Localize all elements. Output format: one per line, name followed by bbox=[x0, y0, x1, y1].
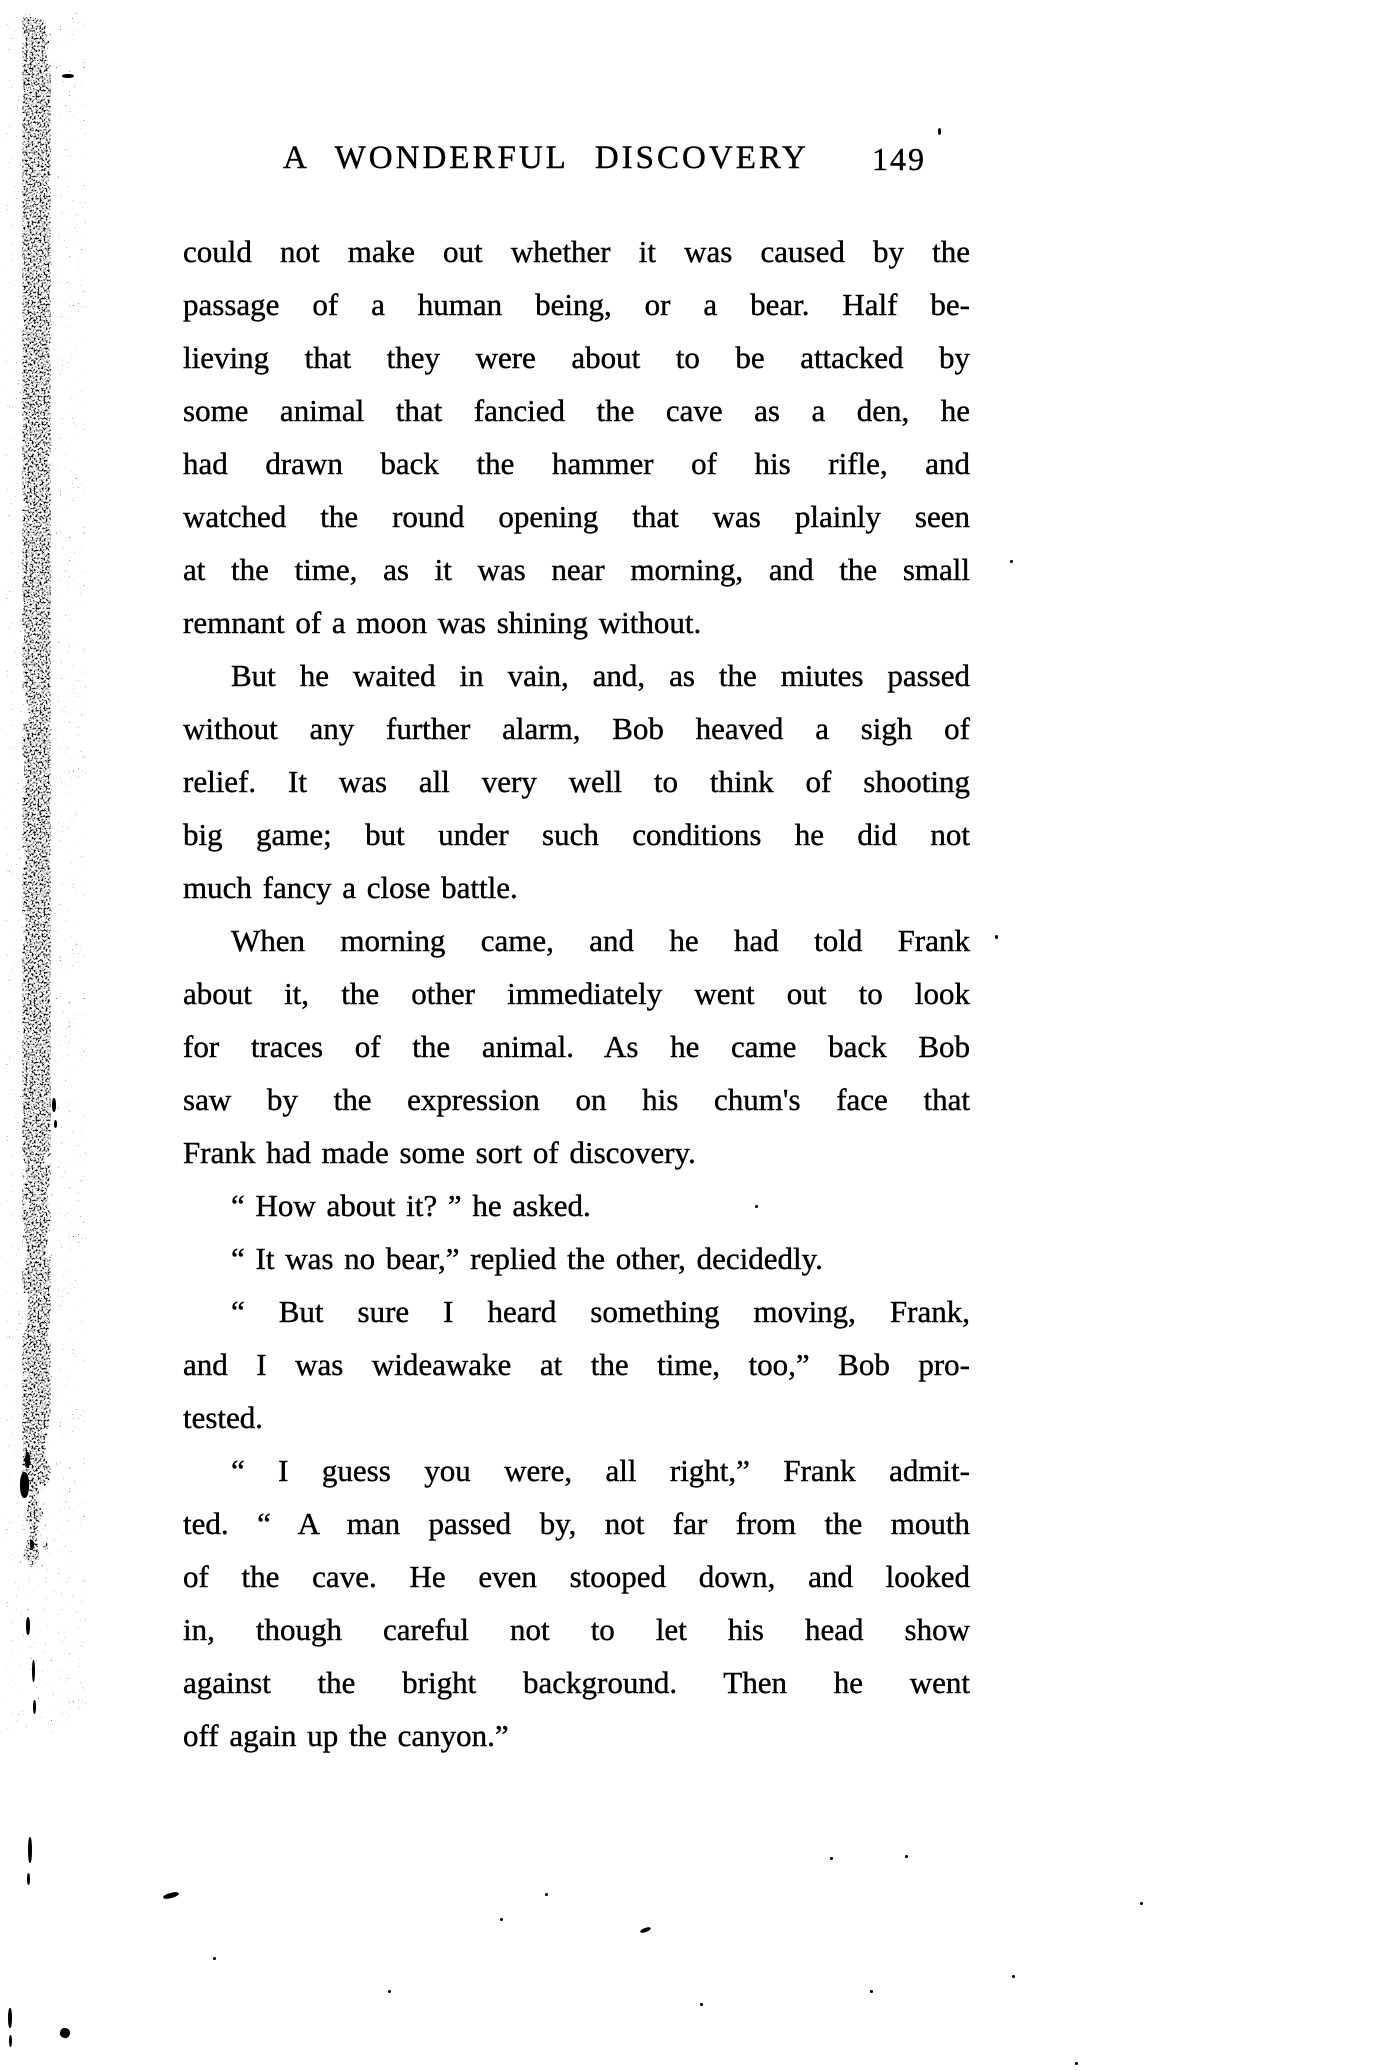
paragraph bbox=[183, 1232, 970, 1285]
text-line: passage of a human being, or a bear. Half be- bbox=[183, 287, 970, 322]
text-line: about it, the other immediately went out to look bbox=[183, 976, 970, 1011]
scan-speck bbox=[830, 1857, 833, 1860]
scan-speck bbox=[938, 128, 941, 135]
text-line: and I was wideawake at the time, too,” Bob pro- bbox=[183, 1347, 970, 1382]
paragraph bbox=[183, 1179, 970, 1232]
text-line: of the cave. He even stooped down, and looked bbox=[183, 1559, 970, 1594]
text-line: “ But sure I heard something moving, Frank, bbox=[231, 1294, 970, 1329]
scan-speck bbox=[1075, 2062, 1078, 2065]
text-line: tested. bbox=[183, 1400, 264, 1435]
scan-speck bbox=[20, 1472, 29, 1498]
text-line: saw by the expression on his chum's face that bbox=[183, 1082, 970, 1117]
scan-speck bbox=[8, 2008, 12, 2028]
scan-speck bbox=[213, 1957, 216, 1960]
scan-speck bbox=[26, 1617, 30, 1635]
paragraph bbox=[183, 914, 970, 1179]
scan-speck bbox=[33, 1700, 36, 1714]
text-line: watched the round opening that was plainly seen bbox=[183, 499, 970, 534]
text-line: big game; but under such conditions he did not bbox=[183, 817, 970, 852]
scan-speck bbox=[388, 1990, 391, 1993]
text-line: could not make out whether it was caused by the bbox=[183, 234, 970, 269]
text-line: relief. It was all very well to think of shooting bbox=[183, 764, 970, 799]
page-header bbox=[183, 140, 970, 186]
scan-speck bbox=[27, 1873, 30, 1885]
scan-speck bbox=[163, 1891, 180, 1900]
text-line: “ It was no bear,” replied the other, decidedly. bbox=[231, 1241, 823, 1276]
scan-speck bbox=[30, 1540, 34, 1550]
paragraph bbox=[183, 1444, 970, 1762]
text-line: without any further alarm, Bob heaved a sigh of bbox=[183, 711, 970, 746]
scan-speck bbox=[62, 74, 74, 78]
scan-speck bbox=[28, 1837, 32, 1863]
scan-speck bbox=[700, 2003, 703, 2006]
paragraph bbox=[183, 649, 970, 914]
page-body bbox=[183, 225, 970, 1762]
text-line: for traces of the animal. As he came back Bob bbox=[183, 1029, 970, 1064]
running-title: A WONDERFUL DISCOVERY bbox=[283, 140, 809, 176]
scan-speck bbox=[755, 1205, 758, 1208]
scan-speck bbox=[870, 1990, 873, 1993]
scan-speck bbox=[9, 2035, 12, 2047]
paragraph bbox=[183, 1285, 970, 1444]
text-line: ted. “ A man passed by, not far from the mouth bbox=[183, 1506, 970, 1541]
text-line: remnant of a moon was shining without. bbox=[183, 605, 702, 640]
scan-speck bbox=[52, 1098, 56, 1112]
text-line: “ How about it? ” he asked. bbox=[231, 1188, 591, 1223]
paragraph bbox=[183, 225, 970, 649]
scan-speck bbox=[25, 1452, 30, 1468]
scan-speck bbox=[1012, 1975, 1015, 1978]
scan-speck bbox=[995, 935, 998, 939]
text-line: some animal that fancied the cave as a den, he bbox=[183, 393, 970, 428]
scan-speck bbox=[640, 1926, 652, 1934]
text-line: in, though careful not to let his head show bbox=[183, 1612, 970, 1647]
scan-speck bbox=[32, 1660, 35, 1682]
text-line: When morning came, and he had told Frank bbox=[231, 923, 970, 958]
scan-speck bbox=[905, 1855, 908, 1858]
scan-speck bbox=[545, 1893, 548, 1896]
scan-binding-artifact bbox=[0, 0, 120, 2071]
scan-speck bbox=[1140, 1902, 1143, 1905]
text-line: off again up the canyon.” bbox=[183, 1718, 509, 1753]
text-line: at the time, as it was near morning, and the small bbox=[183, 552, 970, 587]
text-line: against the bright background. Then he went bbox=[183, 1665, 970, 1700]
text-line: had drawn back the hammer of his rifle, and bbox=[183, 446, 970, 481]
scan-speck bbox=[1010, 560, 1013, 563]
text-line: “ I guess you were, all right,” Frank admit- bbox=[231, 1453, 970, 1488]
scan-speck bbox=[54, 1120, 57, 1128]
page-number: 149 bbox=[872, 141, 926, 177]
text-line: much fancy a close battle. bbox=[183, 870, 518, 905]
text-line: But he waited in vain, and, as the miutes passed bbox=[231, 658, 970, 693]
text-line: lieving that they were about to be attacked by bbox=[183, 340, 970, 375]
scan-speck bbox=[500, 1918, 503, 1921]
text-line: Frank had made some sort of discovery. bbox=[183, 1135, 696, 1170]
